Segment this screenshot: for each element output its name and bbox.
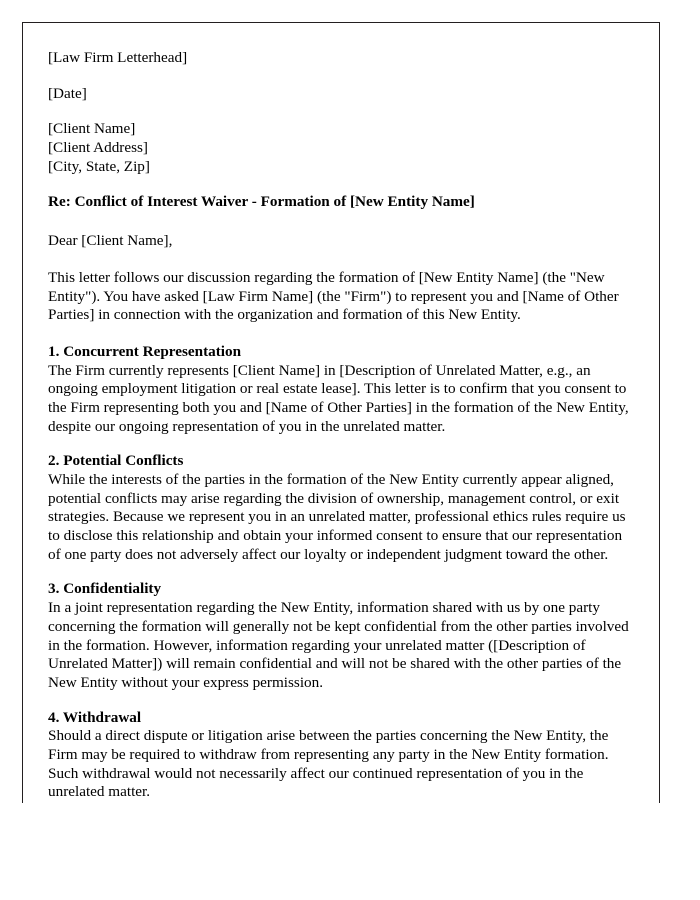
salutation: Dear [Client Name], — [48, 232, 173, 250]
section-potential-conflicts — [48, 452, 629, 564]
letterhead-block — [48, 49, 629, 68]
section-concurrent-representation — [48, 343, 629, 436]
section-body: Should a direct dispute or litigation arise between the parties concerning the New Entity, the Firm may be required to withdraw from representing any party in the New Entity formation. Such withdrawal would not necessarily affect our continued representation of you in the unrelated matter. — [48, 727, 609, 801]
section-withdrawal — [48, 709, 629, 802]
letter-body — [23, 23, 659, 802]
section-confidentiality — [48, 580, 629, 692]
section-heading: 2. Potential Conflicts — [48, 452, 184, 470]
date-block — [48, 85, 629, 104]
section-heading: 1. Concurrent Representation — [48, 342, 242, 360]
intro-paragraph: This letter follows our discussion regarding the formation of [New Entity Name] (the "New Entity"). You have asked [Law Firm Name] (the "Firm") to represent you and [Name of Other Parties] in connection with the organization and formation of this New Entity. — [48, 268, 619, 324]
date-line: [Date] — [48, 84, 87, 102]
section-body: The Firm currently represents [Client Name] in [Description of Unrelated Matter, e.g., an ongoing employment litigation or real estate lease]. This letter is to confirm that you consent to the Firm representing both you and [Name of Other Parties] in the formation of the New Entity, despite our ongoing representation of you in the unrelated matter. — [48, 361, 629, 435]
recipient-name: [Client Name] — [48, 120, 136, 138]
section-body: While the interests of the parties in the formation of the New Entity currently appear aligned, potential conflicts may arise regarding the division of ownership, management control, or exit strategies. Because we represent you in an unrelated matter, professional ethics rules require us to disclose this relationship and obtain your informed consent to ensure that our representation of one party does not adversely affect our loyalty or independent judgment toward the other. — [48, 471, 626, 563]
recipient-address: [Client Address] — [48, 139, 148, 157]
section-heading: 4. Withdrawal — [48, 708, 142, 726]
letterhead-line: [Law Firm Letterhead] — [48, 49, 188, 66]
recipient-address-block — [48, 120, 629, 176]
recipient-city-state-zip: [City, State, Zip] — [48, 157, 150, 175]
section-body: In a joint representation regarding the New Entity, information shared with us by one party concerning the formation will generally not be kept confidential from the other parties involved in the formation. However, information regarding your unrelated matter ([Description of Unrelated Matter]) will remain confidential and will not be shared with the other parties of the New Entity without your express permission. — [48, 599, 629, 691]
section-heading: 3. Confidentiality — [48, 580, 162, 598]
document-page — [22, 22, 660, 803]
subject-line: Re: Conflict of Interest Waiver - Formation of [New Entity Name] — [48, 193, 475, 211]
